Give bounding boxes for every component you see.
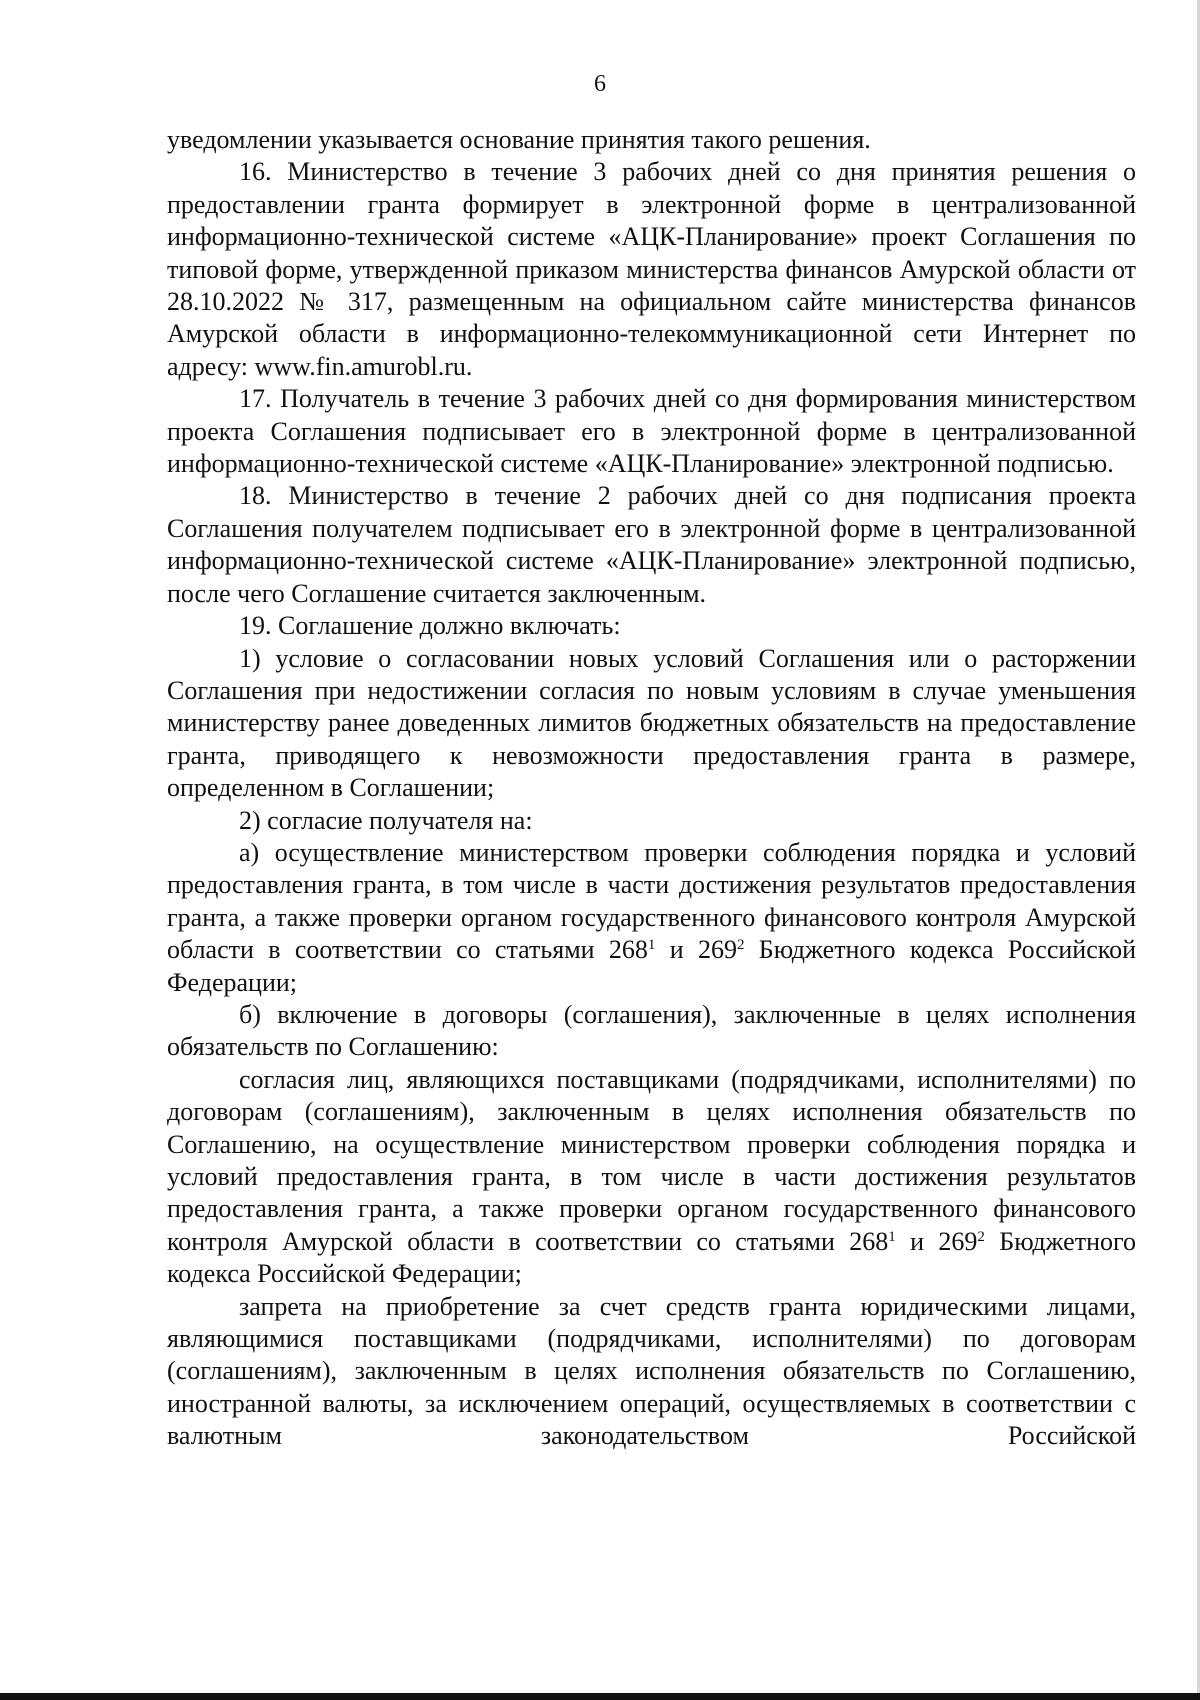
paragraph-19: 19. Соглашение должно включать: [239,611,621,641]
paragraph-18: 18. Министерство в течение 2 рабочих дней со дня подписания проекта Соглашения получателем подписывает его в электронной форме в централизованной информационно-технической системе «АЦК-Планирование» электронной подписью, после чего Соглашение считается заключенным. [167,481,1136,608]
article-269-superscript: 2 [977,1228,985,1245]
list-item-a-text: а) осуществление министерством проверки соблюдения порядка и условий предоставления гранта, в том числе в части достижения результатов предоставления гранта, а также проверки органом государственного финансового контроля Амурской области в соответствии со статьями 268 [167,837,1136,965]
consent-text: согласия лиц, являющихся поставщиками (подрядчиками, исполнителями) по договорам (соглашениям), заключенным в целях исполнения обязательств по Соглашению, на осуществление министерством проверки соблюдения порядка и условий предоставления гранта, в том числе в части достижения результатов предоставления гранта, а также проверки органом государственного финансового контроля Амурской области в соответствии со статьями 268 [167,1064,1136,1256]
consent-and: и 269 [895,1226,978,1256]
list-item-1: 1) условие о согласовании новых условий Соглашения или о расторжении Соглашения при недостижении согласия по новым условиям в случае уменьшения министерству ранее доведенных лимитов бюджетных обязательств на предоставление гранта, приводящего к невозможности предоставления гранта в размере, определенном в Соглашении; [167,643,1136,803]
ministry-website-url: www.fin.amurobl.ru. [254,351,473,381]
list-item-b: б) включение в договоры (соглашения), заключенные в целях исполнения обязательств по Соглашению: [167,999,1136,1062]
paragraph-17: 17. Получатель в течение 3 рабочих дней со дня формирования министерством проекта Соглашения подписывает его в электронной форме в централизованной информационно-технической системе «АЦК-Планирование» электронной подписью. [167,384,1136,479]
consent-end: Бюджетного кодекса Российской Федерации; [167,1226,1136,1289]
list-item-a [167,837,1136,999]
page-number: 6 [594,71,606,97]
list-item-2: 2) согласие получателя на: [239,805,533,835]
list-item-a-and: и 269 [655,935,737,965]
consent-paragraph [167,1064,1136,1291]
article-269-superscript: 2 [736,937,745,954]
article-268-superscript: 1 [647,937,656,954]
paragraph-16 [167,156,1136,383]
scan-bottom-edge [0,1693,1200,1700]
paragraph-16-text: 16. Министерство в течение 3 рабочих дней со дня принятия решения о предоставлении гранта формирует в электронной форме в централизованной информационно-технической системе «АЦК-Планирование» проект Соглашения по типовой форме, утвержденной приказом министерства финансов Амурской области от 28.10.2022 № 317, размещенным на официальном сайте министерства финансов Амурской области в информационно-телекоммуникационной сети Интернет по адресу: [167,157,1136,381]
article-268-superscript: 1 [888,1228,896,1245]
currency-ban-paragraph: запрета на приобретение за счет средств гранта юридическими лицами, являющимися поставщиками (подрядчиками, исполнителями) по договорам (соглашениям), заключенным в целях исполнения обязательств по Соглашению, иностранной валюты, за исключением операций, осуществляемых в соответствии с валютным законодательством Российской [167,1291,1136,1451]
document-body [167,124,1136,1453]
list-item-a-end: Бюджетного кодекса Российской Федерации; [167,935,1136,997]
paragraph-continuation: уведомлении указывается основание принятия такого решения. [167,125,871,154]
